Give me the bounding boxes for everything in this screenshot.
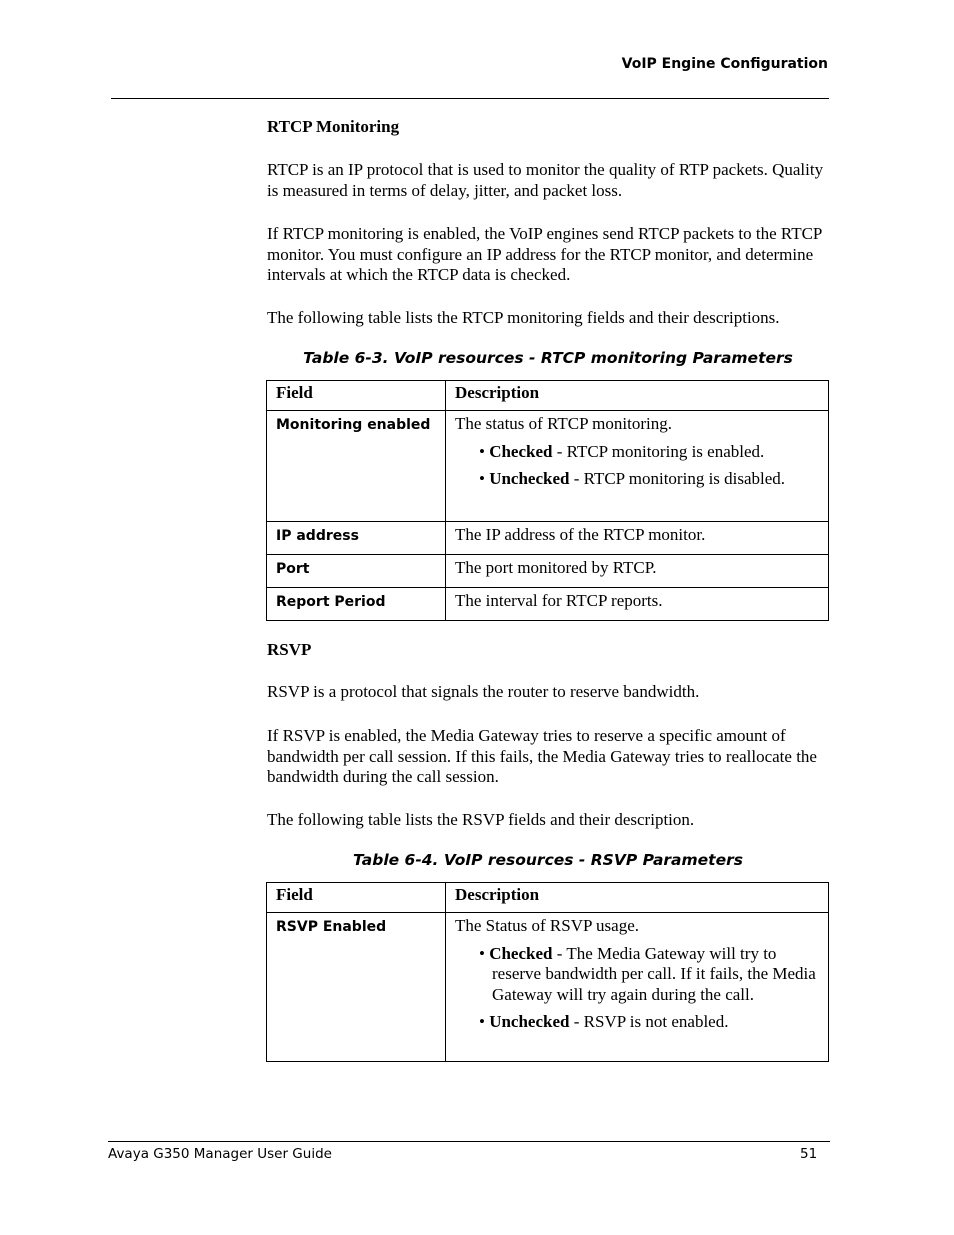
bullet-text: - RSVP is not enabled.: [569, 1012, 729, 1031]
field-ip-address: IP address: [267, 522, 446, 555]
table-row: [267, 588, 829, 621]
bullet-term: Unchecked: [489, 1012, 570, 1031]
table-header-row: [267, 883, 829, 913]
rsvp-paragraph-1: RSVP is a protocol that signals the router to reserve bandwidth.: [267, 682, 700, 701]
table-header-row: [267, 381, 829, 411]
rsvp-parameters-table: [266, 882, 829, 1062]
table-row: [267, 411, 829, 522]
rsvp-paragraph-2: If RSVP is enabled, the Media Gateway tries to reserve a specific amount of bandwidth per call session. If this fails, the Media Gateway tries to reallocate the bandwidth during the call session.: [267, 726, 817, 786]
bullet-item: • Unchecked - RTCP monitoring is disabled.: [479, 469, 786, 488]
description-cell: The interval for RTCP reports.: [446, 588, 829, 621]
table-row: [267, 555, 829, 588]
bullet-item: • Unchecked - RSVP is not enabled.: [479, 1012, 729, 1031]
description-cell: [446, 411, 829, 522]
rtcp-heading: RTCP Monitoring: [267, 117, 400, 136]
column-header-description: Description: [446, 883, 829, 913]
column-header-description: Description: [446, 381, 829, 411]
rtcp-table-caption: Table 6-3. VoIP resources - RTCP monitoring Parameters: [303, 349, 793, 367]
field-monitoring-enabled: Monitoring enabled: [267, 411, 446, 522]
field-report-period: Report Period: [267, 588, 446, 621]
bullet-term: Checked: [489, 441, 553, 461]
bullet-text: - The Media Gateway will try to reserve bandwidth per call. If it fails, the Media Gateway will try again during the call.: [492, 943, 816, 1004]
rtcp-parameters-table: [266, 380, 829, 621]
footer-page-number: 51: [800, 1146, 818, 1162]
table-row: [267, 913, 829, 1062]
description-cell: [446, 913, 829, 1062]
rsvp-paragraph-3: The following table lists the RSVP fields and their description.: [267, 810, 695, 829]
rsvp-heading: RSVP: [267, 640, 312, 659]
rtcp-paragraph-1: RTCP is an IP protocol that is used to monitor the quality of RTP packets. Quality is measured in terms of delay, jitter, and packet loss.: [267, 160, 824, 200]
rtcp-paragraph-3: The following table lists the RTCP monitoring fields and their descriptions.: [267, 308, 780, 327]
rtcp-paragraph-2: If RTCP monitoring is enabled, the VoIP engines send RTCP packets to the RTCP monitor. You must configure an IP address for the RTCP monitor, and determine intervals at which the RTCP data is checked.: [267, 224, 822, 284]
rsvp-table-caption: Table 6-4. VoIP resources - RSVP Parameters: [353, 851, 743, 869]
description-cell: The IP address of the RTCP monitor.: [446, 522, 829, 555]
running-header: VoIP Engine Configuration: [621, 56, 828, 72]
table-row: [267, 522, 829, 555]
description-text: The Status of RSVP usage.: [455, 916, 640, 935]
bullet-text: - RTCP monitoring is disabled.: [569, 469, 786, 488]
column-header-field: Field: [267, 883, 446, 913]
bullet-text: - RTCP monitoring is enabled.: [552, 441, 765, 461]
description-cell: The port monitored by RTCP.: [446, 555, 829, 588]
footer-document-title: Avaya G350 Manager User Guide: [108, 1146, 332, 1162]
bullet-item: • Checked - The Media Gateway will try to reserve bandwidth per call. If it fails, the Media Gateway will try again during the call.: [479, 943, 816, 1004]
field-rsvp-enabled: RSVP Enabled: [267, 913, 446, 1062]
bullet-term: Checked: [489, 943, 553, 963]
footer-rule: [108, 1141, 830, 1142]
description-text: The status of RTCP monitoring.: [455, 414, 672, 433]
header-rule: [111, 98, 829, 99]
bullet-term: Unchecked: [489, 469, 570, 488]
bullet-item: • Checked - RTCP monitoring is enabled.: [479, 441, 765, 461]
field-port: Port: [267, 555, 446, 588]
column-header-field: Field: [267, 381, 446, 411]
